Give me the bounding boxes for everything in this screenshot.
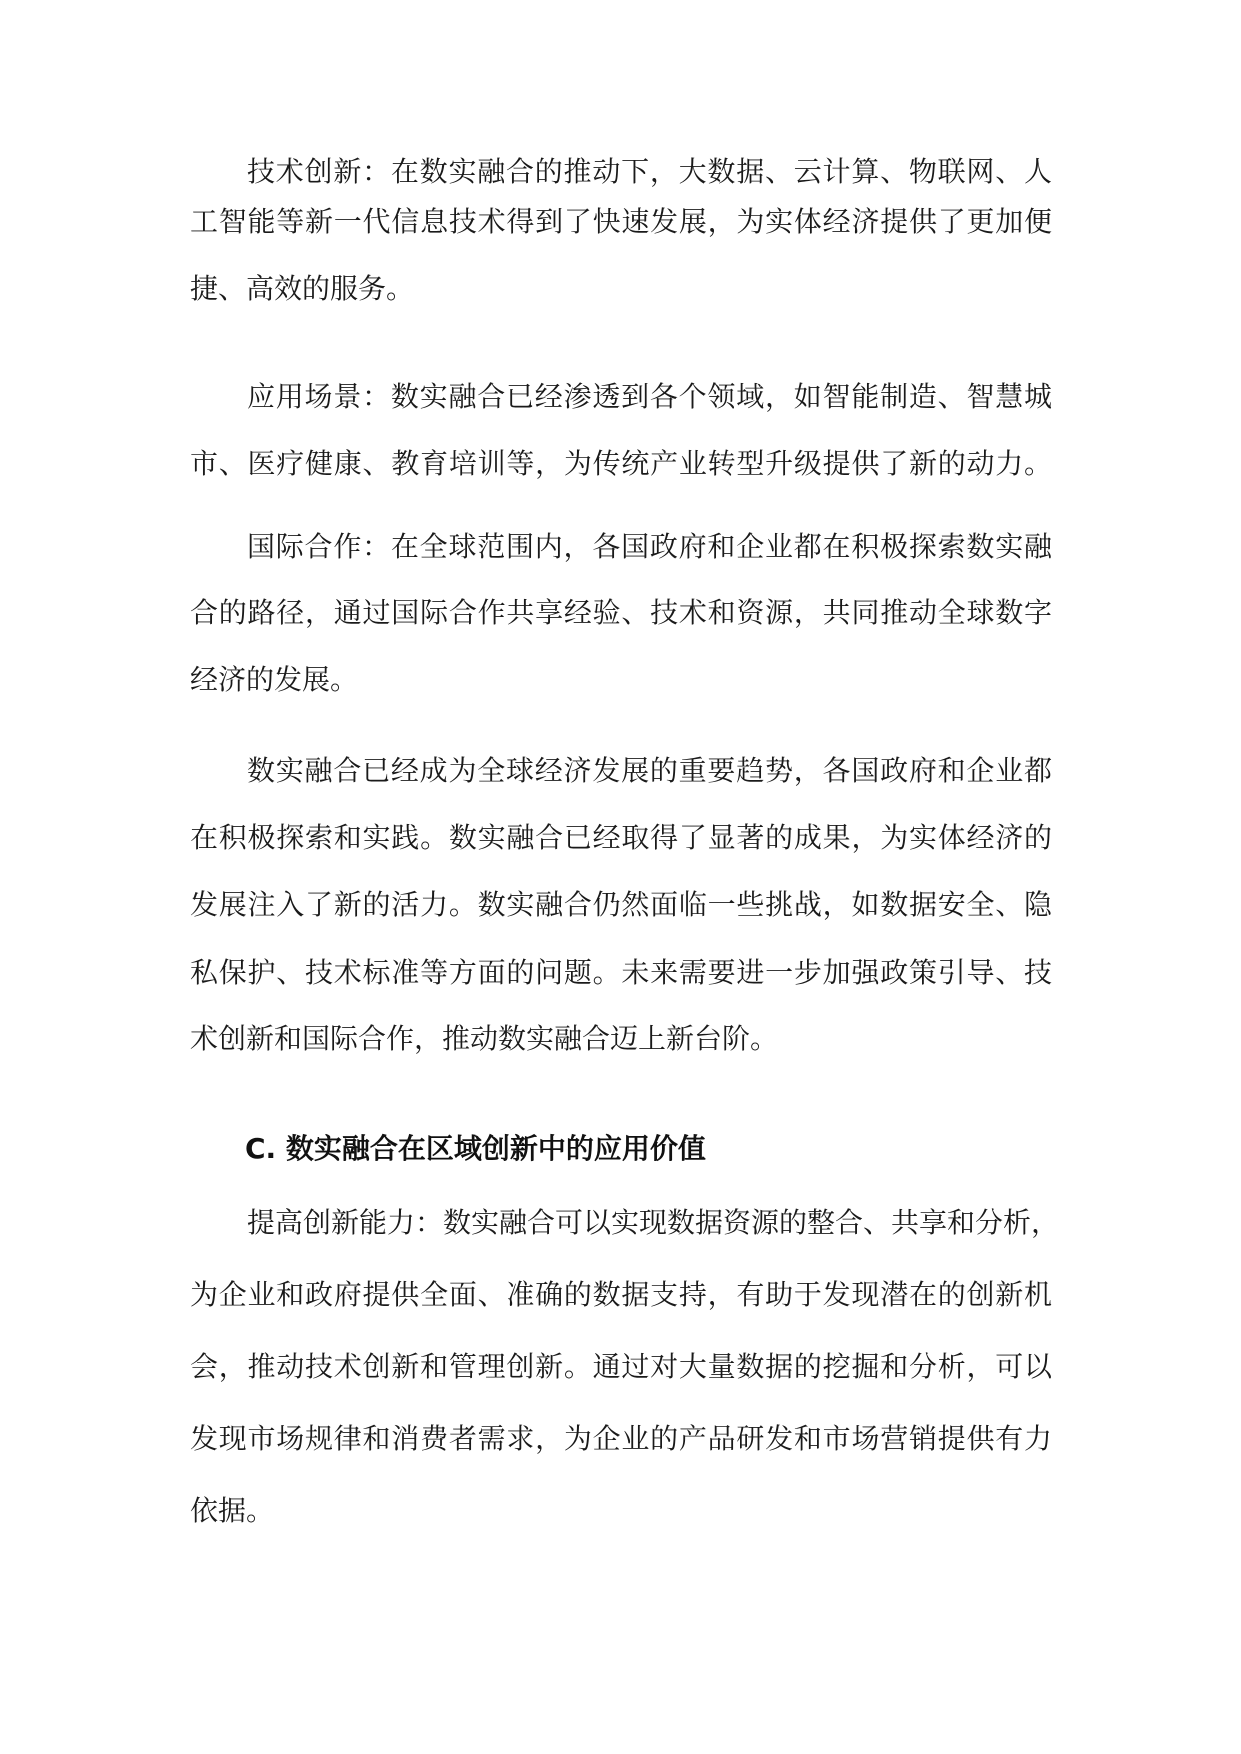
paragraph-line: 在积极探索和实践。数实融合已经取得了显著的成果，为实体经济的	[190, 821, 1052, 854]
paragraph-line: 工智能等新一代信息技术得到了快速发展，为实体经济提供了更加便	[190, 205, 1052, 238]
paragraph-line: 数实融合已经成为全球经济发展的重要趋势，各国政府和企业都	[247, 754, 1052, 787]
paragraph-line: 提高创新能力：数实融合可以实现数据资源的整合、共享和分析，	[247, 1206, 1060, 1239]
paragraph-line: 依据。	[190, 1494, 275, 1527]
paragraph-line: 经济的发展。	[190, 663, 359, 696]
paragraph-line: 捷、高效的服务。	[190, 272, 415, 305]
section-heading: C. 数实融合在区域创新中的应用价值	[245, 1132, 706, 1165]
paragraph-line: 术创新和国际合作，推动数实融合迈上新台阶。	[190, 1022, 779, 1055]
paragraph-line: 会，推动技术创新和管理创新。通过对大量数据的挖掘和分析，可以	[190, 1350, 1052, 1383]
paragraph-line: 合的路径，通过国际合作共享经验、技术和资源，共同推动全球数字	[190, 596, 1052, 629]
paragraph-line: 国际合作：在全球范围内，各国政府和企业都在积极探索数实融	[247, 530, 1052, 563]
paragraph-line: 为企业和政府提供全面、准确的数据支持，有助于发现潜在的创新机	[190, 1278, 1052, 1311]
paragraph-line: 技术创新：在数实融合的推动下，大数据、云计算、物联网、人	[247, 155, 1052, 188]
paragraph-line: 应用场景：数实融合已经渗透到各个领域，如智能制造、智慧城	[247, 380, 1052, 413]
paragraph-line: 私保护、技术标准等方面的问题。未来需要进一步加强政策引导、技	[190, 956, 1052, 989]
paragraph-line: 发展注入了新的活力。数实融合仍然面临一些挑战，如数据安全、隐	[190, 888, 1052, 921]
paragraph-line: 发现市场规律和消费者需求，为企业的产品研发和市场营销提供有力	[190, 1422, 1052, 1455]
paragraph-line: 市、医疗健康、教育培训等，为传统产业转型升级提供了新的动力。	[190, 447, 1052, 480]
